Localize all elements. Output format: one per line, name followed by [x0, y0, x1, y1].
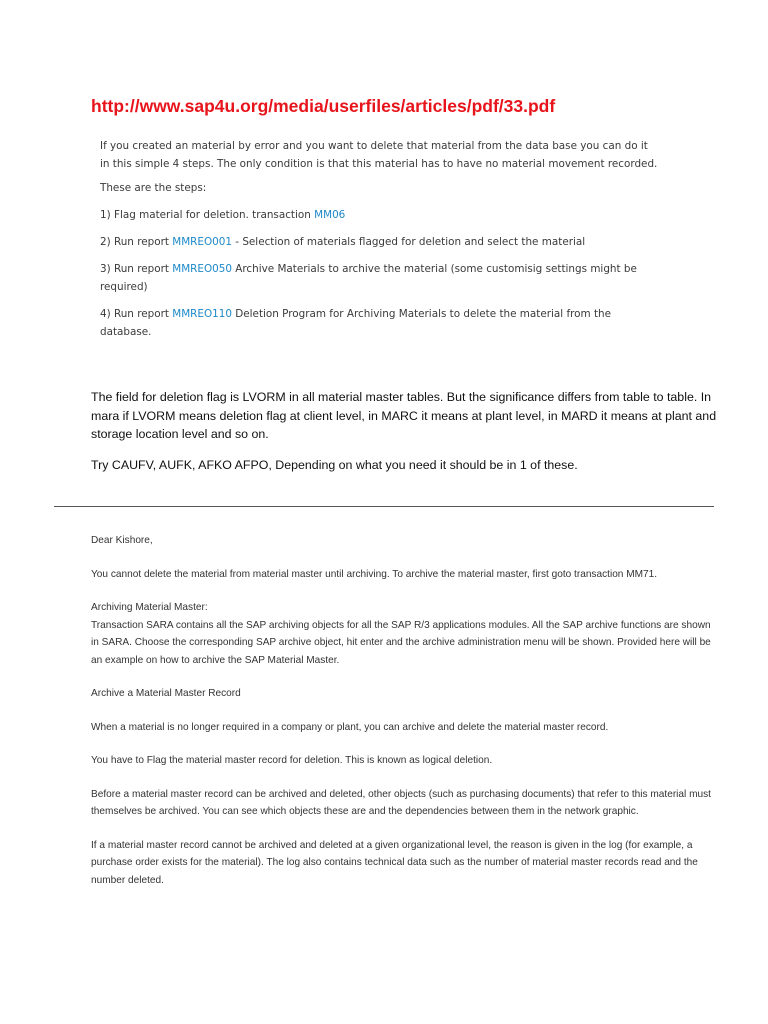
step-text: Archive Materials to archive the material (some customisig settings might be required)	[100, 263, 637, 293]
letter-paragraph: If a material master record cannot be archived and deleted at a given organizational level, the reason is given in the log (for example, a purchase order exists for the material). The log also contains technical data such as the number of material master records read and the number deleted.	[91, 839, 698, 886]
greeting: Dear Kishore,	[91, 535, 153, 546]
horizontal-divider	[54, 506, 714, 507]
letter-subheading: Archive a Material Master Record	[91, 688, 241, 699]
step-text: 3) Run report	[100, 263, 173, 275]
letter-paragraph: Before a material master record can be archived and deleted, other objects (such as purchasing documents) that refer to this material must themselves be archived. You can see which objects these are and the dependencies between them in the network graphic.	[91, 788, 711, 817]
report-code[interactable]: MMREO001	[172, 236, 232, 248]
letter-paragraph: You cannot delete the material from material master until archiving. To archive the material master, first goto transaction MM71.	[91, 568, 658, 580]
step-2	[100, 233, 660, 251]
deletion-flag-section	[91, 388, 721, 486]
report-code[interactable]: MMREO110	[172, 308, 232, 320]
letter-paragraph: When a material is no longer required in a company or plant, you can archive and delete the material master record.	[91, 721, 609, 733]
archiving-title: Archiving Material Master:	[91, 602, 208, 613]
step-text: - Selection of materials flagged for deletion and select the material	[231, 236, 586, 248]
transaction-code[interactable]: MM06	[314, 209, 346, 221]
archiving-body: Transaction SARA contains all the SAP archiving objects for all the SAP R/3 applications modules. All the SAP archive functions are shown in SARA. Choose the corresponding SAP archive object, hit enter and the archive administration menu will be shown. Provided here will be an example on how to archive the SAP Material Master.	[91, 619, 711, 666]
lvorm-paragraph: The field for deletion flag is LVORM in all material master tables. But the significance differs from table to table. In mara if LVORM means deletion flag at client level, in MARC it means at plant level, in MARD it means at plant and storage location level and so on.	[91, 390, 717, 441]
source-url-heading[interactable]: http://www.sap4u.org/media/userfiles/articles/pdf/33.pdf	[91, 96, 556, 116]
step-1	[100, 206, 660, 224]
intro-paragraph: If you created an material by error and you want to delete that material from the data base you can do it in this simple 4 steps. The only condition is that this material has to have no material movement recorded.	[100, 140, 658, 170]
step-text: 1) Flag material for deletion. transaction	[100, 209, 315, 221]
step-text: 2) Run report	[100, 236, 173, 248]
letter-section	[91, 532, 721, 905]
step-text: Deletion Program for Archiving Materials to delete the material from the database.	[100, 308, 612, 338]
tables-paragraph: Try CAUFV, AUFK, AFKO AFPO, Depending on what you need it should be in 1 of these.	[91, 457, 578, 472]
steps-label: These are the steps:	[100, 182, 207, 194]
quoted-article	[100, 137, 660, 350]
report-code[interactable]: MMREO050	[172, 263, 232, 275]
archiving-block	[91, 599, 721, 669]
step-3	[100, 260, 660, 296]
letter-paragraph: You have to Flag the material master record for deletion. This is known as logical deletion.	[91, 755, 493, 766]
step-text: 4) Run report	[100, 308, 173, 320]
step-4	[100, 305, 660, 341]
